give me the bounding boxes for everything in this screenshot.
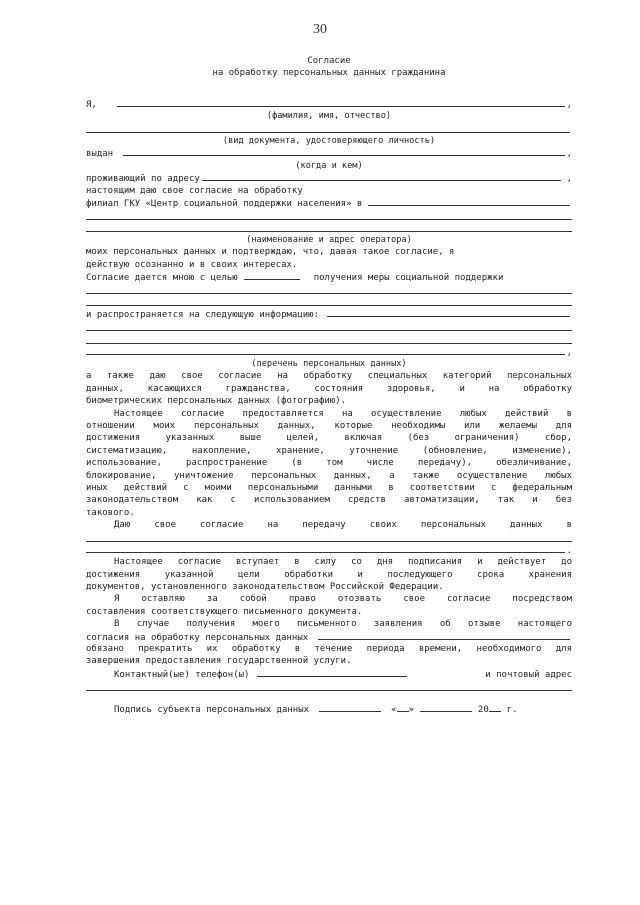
withdraw-line-1: В случае получения моего письменного заявления об отзыве настоящего — [114, 619, 572, 630]
consent-form — [86, 55, 572, 715]
contact-field[interactable] — [86, 668, 572, 680]
issued-by-field[interactable]: выдан , — [86, 149, 572, 160]
form-title-line-1: Согласие — [307, 56, 351, 66]
full-name-caption: (фамилия, имя, отчество) — [266, 111, 392, 122]
info-line-4[interactable]: , — [86, 346, 572, 358]
operator-caption: (наименование и адрес оператора) — [246, 235, 412, 246]
operator-line-3[interactable] — [86, 222, 572, 234]
provide-line-5: использование, распространение (в том числе передачу), обезличивание, — [86, 458, 572, 469]
operator-input[interactable] — [368, 197, 570, 206]
provide-line-9: такового. — [86, 507, 135, 518]
withdraw-operator-input[interactable] — [318, 631, 570, 640]
withdraw-line-2[interactable]: согласия на обработку персональных данных — [86, 631, 572, 643]
year-input[interactable] — [489, 703, 501, 712]
info-caption: (перечень персональных данных) — [251, 358, 407, 369]
info-label: и распространяется на следующую информацию: — [86, 310, 319, 321]
contact-address-label: и почтовый адрес — [485, 669, 572, 680]
withdraw-line-3: обязано прекратить их обработку в течение периода времени, необходимого для — [86, 643, 572, 654]
page-number: 30 — [313, 22, 327, 37]
issued-by-input[interactable] — [123, 147, 564, 156]
purpose-line-2[interactable] — [86, 284, 572, 296]
transfer-input-1[interactable] — [86, 531, 572, 543]
contact-address-input[interactable] — [86, 680, 572, 692]
revoke-line-2: составления соответствующего письменного документа. — [86, 606, 363, 617]
signature-row[interactable]: Подпись субъекта персональных данных « » 20 г. — [114, 704, 518, 715]
confirm-line-1: моих персональных данных и подтверждаю, что, давая такое согласие, я — [86, 247, 455, 258]
provide-line-6: блокирование, уничтожение персональных данных, а также осуществление любых — [86, 470, 572, 481]
transfer-input-2[interactable]: . — [86, 544, 572, 556]
full-name-label: Я, — [86, 99, 97, 110]
purpose-input[interactable] — [244, 271, 300, 280]
day-input[interactable] — [397, 703, 409, 712]
provide-line-4: систематизацию, накопление, хранение, уточнение (обновление, изменение), — [86, 445, 572, 456]
issued-by-caption: (когда и кем) — [295, 160, 363, 171]
revoke-line-1: Я оставляю за собой право отозвать свое согласие посредством — [114, 594, 572, 605]
purpose-line-3[interactable] — [86, 296, 572, 308]
special-line-2: данных, касающихся гражданства, состояния здоровья, и на обработку — [86, 383, 572, 394]
issued-by-label: выдан — [86, 149, 114, 160]
operator-label: филиал ГКУ «Центр социальной поддержки населения» в — [86, 198, 363, 209]
full-name-field[interactable]: Я, , — [86, 99, 572, 110]
special-line-3: биометрических персональных данных (фотографию). — [86, 396, 347, 407]
address-input[interactable] — [202, 172, 561, 181]
id-document-caption: (вид документа, удостоверяющего личность) — [222, 135, 436, 146]
signature-label: Подпись субъекта персональных данных — [114, 704, 310, 715]
transfer-line: Даю свое согласие на передачу своих персональных данных в — [114, 520, 572, 531]
special-line-1: а также даю свое согласие на обработку специальных категорий персональных — [86, 371, 572, 382]
info-line-3[interactable] — [86, 333, 572, 345]
form-title-line-2: на обработку персональных данных гражданина — [212, 68, 446, 79]
purpose-text: получения меры социальной поддержки — [313, 273, 504, 284]
address-label: проживающий по адресу — [86, 174, 200, 185]
effect-line-2: достижения указанной цели обработки и последующего срока хранения — [86, 569, 572, 580]
confirm-line-2: действую осознанно и в своих интересах. — [86, 259, 298, 270]
withdraw-line-4: завершения предоставления государственной услуги. — [86, 656, 352, 667]
provide-line-2: отношении моих персональных данных, которые необходимы или желаемы для — [86, 420, 572, 431]
provide-line-8: законодательством как с использованием средств автоматизации, так и без — [86, 495, 572, 506]
operator-field[interactable] — [86, 197, 572, 209]
operator-line-2[interactable] — [86, 209, 572, 221]
id-document-field[interactable] — [86, 123, 572, 135]
contact-phone-input[interactable] — [257, 668, 407, 677]
provide-line-3: достижения указанных выше целей, включая (без ограничения) сбор, — [86, 433, 572, 444]
effect-line-3: документов, установленного законодательством Российской Федерации. — [86, 582, 444, 593]
effect-line-1: Настоящее согласие вступает в силу со дня подписания и действует до — [114, 557, 572, 568]
month-input[interactable] — [420, 703, 472, 712]
purpose-field[interactable] — [86, 271, 572, 283]
info-input[interactable] — [327, 308, 570, 317]
info-field[interactable] — [86, 308, 572, 320]
purpose-label: Согласие дается мною с целью — [86, 273, 238, 284]
provide-line-1: Настоящее согласие предоставляется на осуществление любых действий в — [114, 408, 572, 419]
signature-input[interactable] — [319, 703, 381, 712]
consent-intro: настоящим даю свое согласие на обработку — [86, 185, 303, 196]
address-field[interactable]: проживающий по адресу , — [86, 174, 572, 185]
info-line-2[interactable] — [86, 321, 572, 333]
provide-line-7: иных действий с моими персональными данными в соответствии с федеральным — [86, 482, 572, 493]
contact-phone-label: Контактный(ые) телефон(ы) — [114, 669, 250, 680]
full-name-input[interactable] — [117, 98, 565, 107]
